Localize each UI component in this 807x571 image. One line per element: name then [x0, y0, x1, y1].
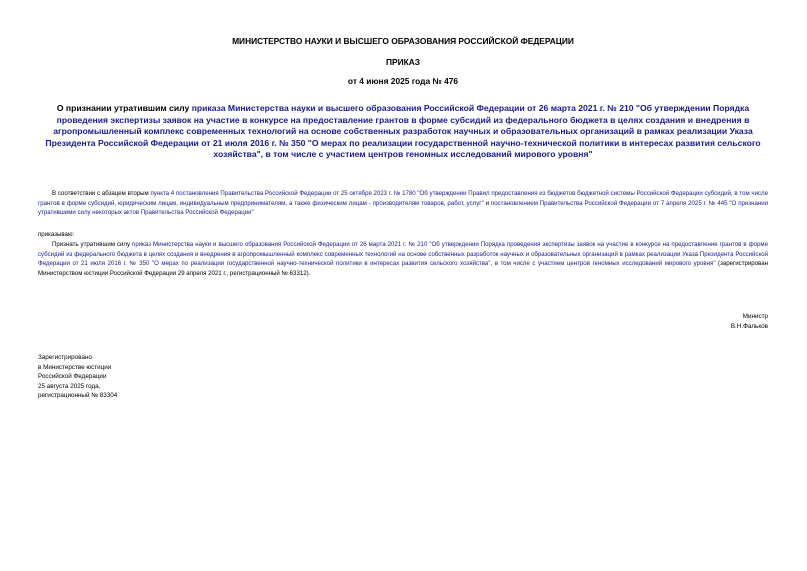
decree-paragraph — [38, 240, 768, 278]
registration-block — [38, 353, 258, 401]
registration-line: 25 августа 2025 года, — [38, 382, 101, 390]
registration-line: регистрационный № 83304 — [38, 392, 118, 400]
basis-text-2: и — [483, 199, 491, 207]
registration-line: Зарегистрировано — [38, 354, 92, 361]
signature-block — [568, 312, 768, 331]
title-order-link[interactable]: приказа Министерства науки и высшего образования Российской Федерации от 26 марта 2021 г. № 210 "Об утверждении Порядка проведения экспертизы заявок на участие в конкурсе на предоставление грантов в форме субсидий из федерального бюджета в целях создания и внедрения в агропромышленный комплекс современных технологий на основе собственных разработок научных и образовательных организаций в рамках реализации Указа Президента Российской Федерации от 21 июля 2016 г. № 350 "О мерах по реализации государственной научно-технической политики в интересах развития сельского хозяйства", в том числе с участием центров геномных исследований мирового уровня" — [45, 103, 761, 160]
document-type: ПРИКАЗ — [385, 57, 421, 67]
decree-text-2: (зарегистрирован Министерством юстиции Российской Федерации 29 апреля 2021 г., регистрационный № 63312). — [38, 260, 768, 277]
signature-position: Министр — [742, 313, 768, 320]
basis-link-resolution-1780[interactable]: пункта 4 постановления Правительства Российской Федерации от 25 октября 2023 г. № 1780 "Об утверждении Правил предоставления из бюджетов бюджетной системы Российской Федерации субсидий, в том числе грантов в форме субсидий, юридическим лицам, индивидуальным предпринимателям, а также физическим лицам - производителям товаров, работ, услуг" — [38, 190, 768, 207]
decree-order-link[interactable]: приказ Министерства науки и высшего образования Российской Федерации от 26 марта 2021 г. № 210 "Об утверждении Порядка проведения экспертизы заявок на участие в конкурсе на предоставление грантов в форме субсидий из федерального бюджета в целях создания и внедрения в агропромышленный комплекс современных технологий на основе собственных разработок научных и образовательных организаций в рамках реализации Указа Президента Российской Федерации от 21 июля 2016 г. № 350 "О мерах по реализации государственной научно-технической политики в интересах развития сельского хозяйства", в том числе с участием центров геномных исследований мирового уровня" — [38, 241, 768, 268]
document-title — [38, 103, 768, 161]
order-verb: приказываю: — [38, 231, 75, 238]
registration-line: в Министерстве юстиции — [38, 363, 112, 371]
document-date-number: от 4 июня 2025 года № 476 — [347, 76, 459, 86]
ministry-heading: МИНИСТЕРСТВО НАУКИ И ВЫСШЕГО ОБРАЗОВАНИЯ РОССИЙСКОЙ ФЕДЕРАЦИИ — [232, 36, 574, 46]
basis-link-resolution-445[interactable]: постановлением Правительства Российской Федерации от 7 апреля 2025 г. № 445 "О признании утратившими силу некоторых актов Правительства Российской Федерации" — [38, 199, 769, 217]
decree-text-1: Признать утратившим силу — [52, 241, 133, 248]
basis-text-1: В соответствии с абзацем вторым — [52, 190, 151, 197]
basis-paragraph — [38, 189, 768, 218]
signature-name: В.Н.Фальков — [730, 322, 768, 330]
registration-line: Российской Федерации — [38, 373, 107, 381]
title-prefix: О признании утратившим силу — [56, 103, 192, 113]
